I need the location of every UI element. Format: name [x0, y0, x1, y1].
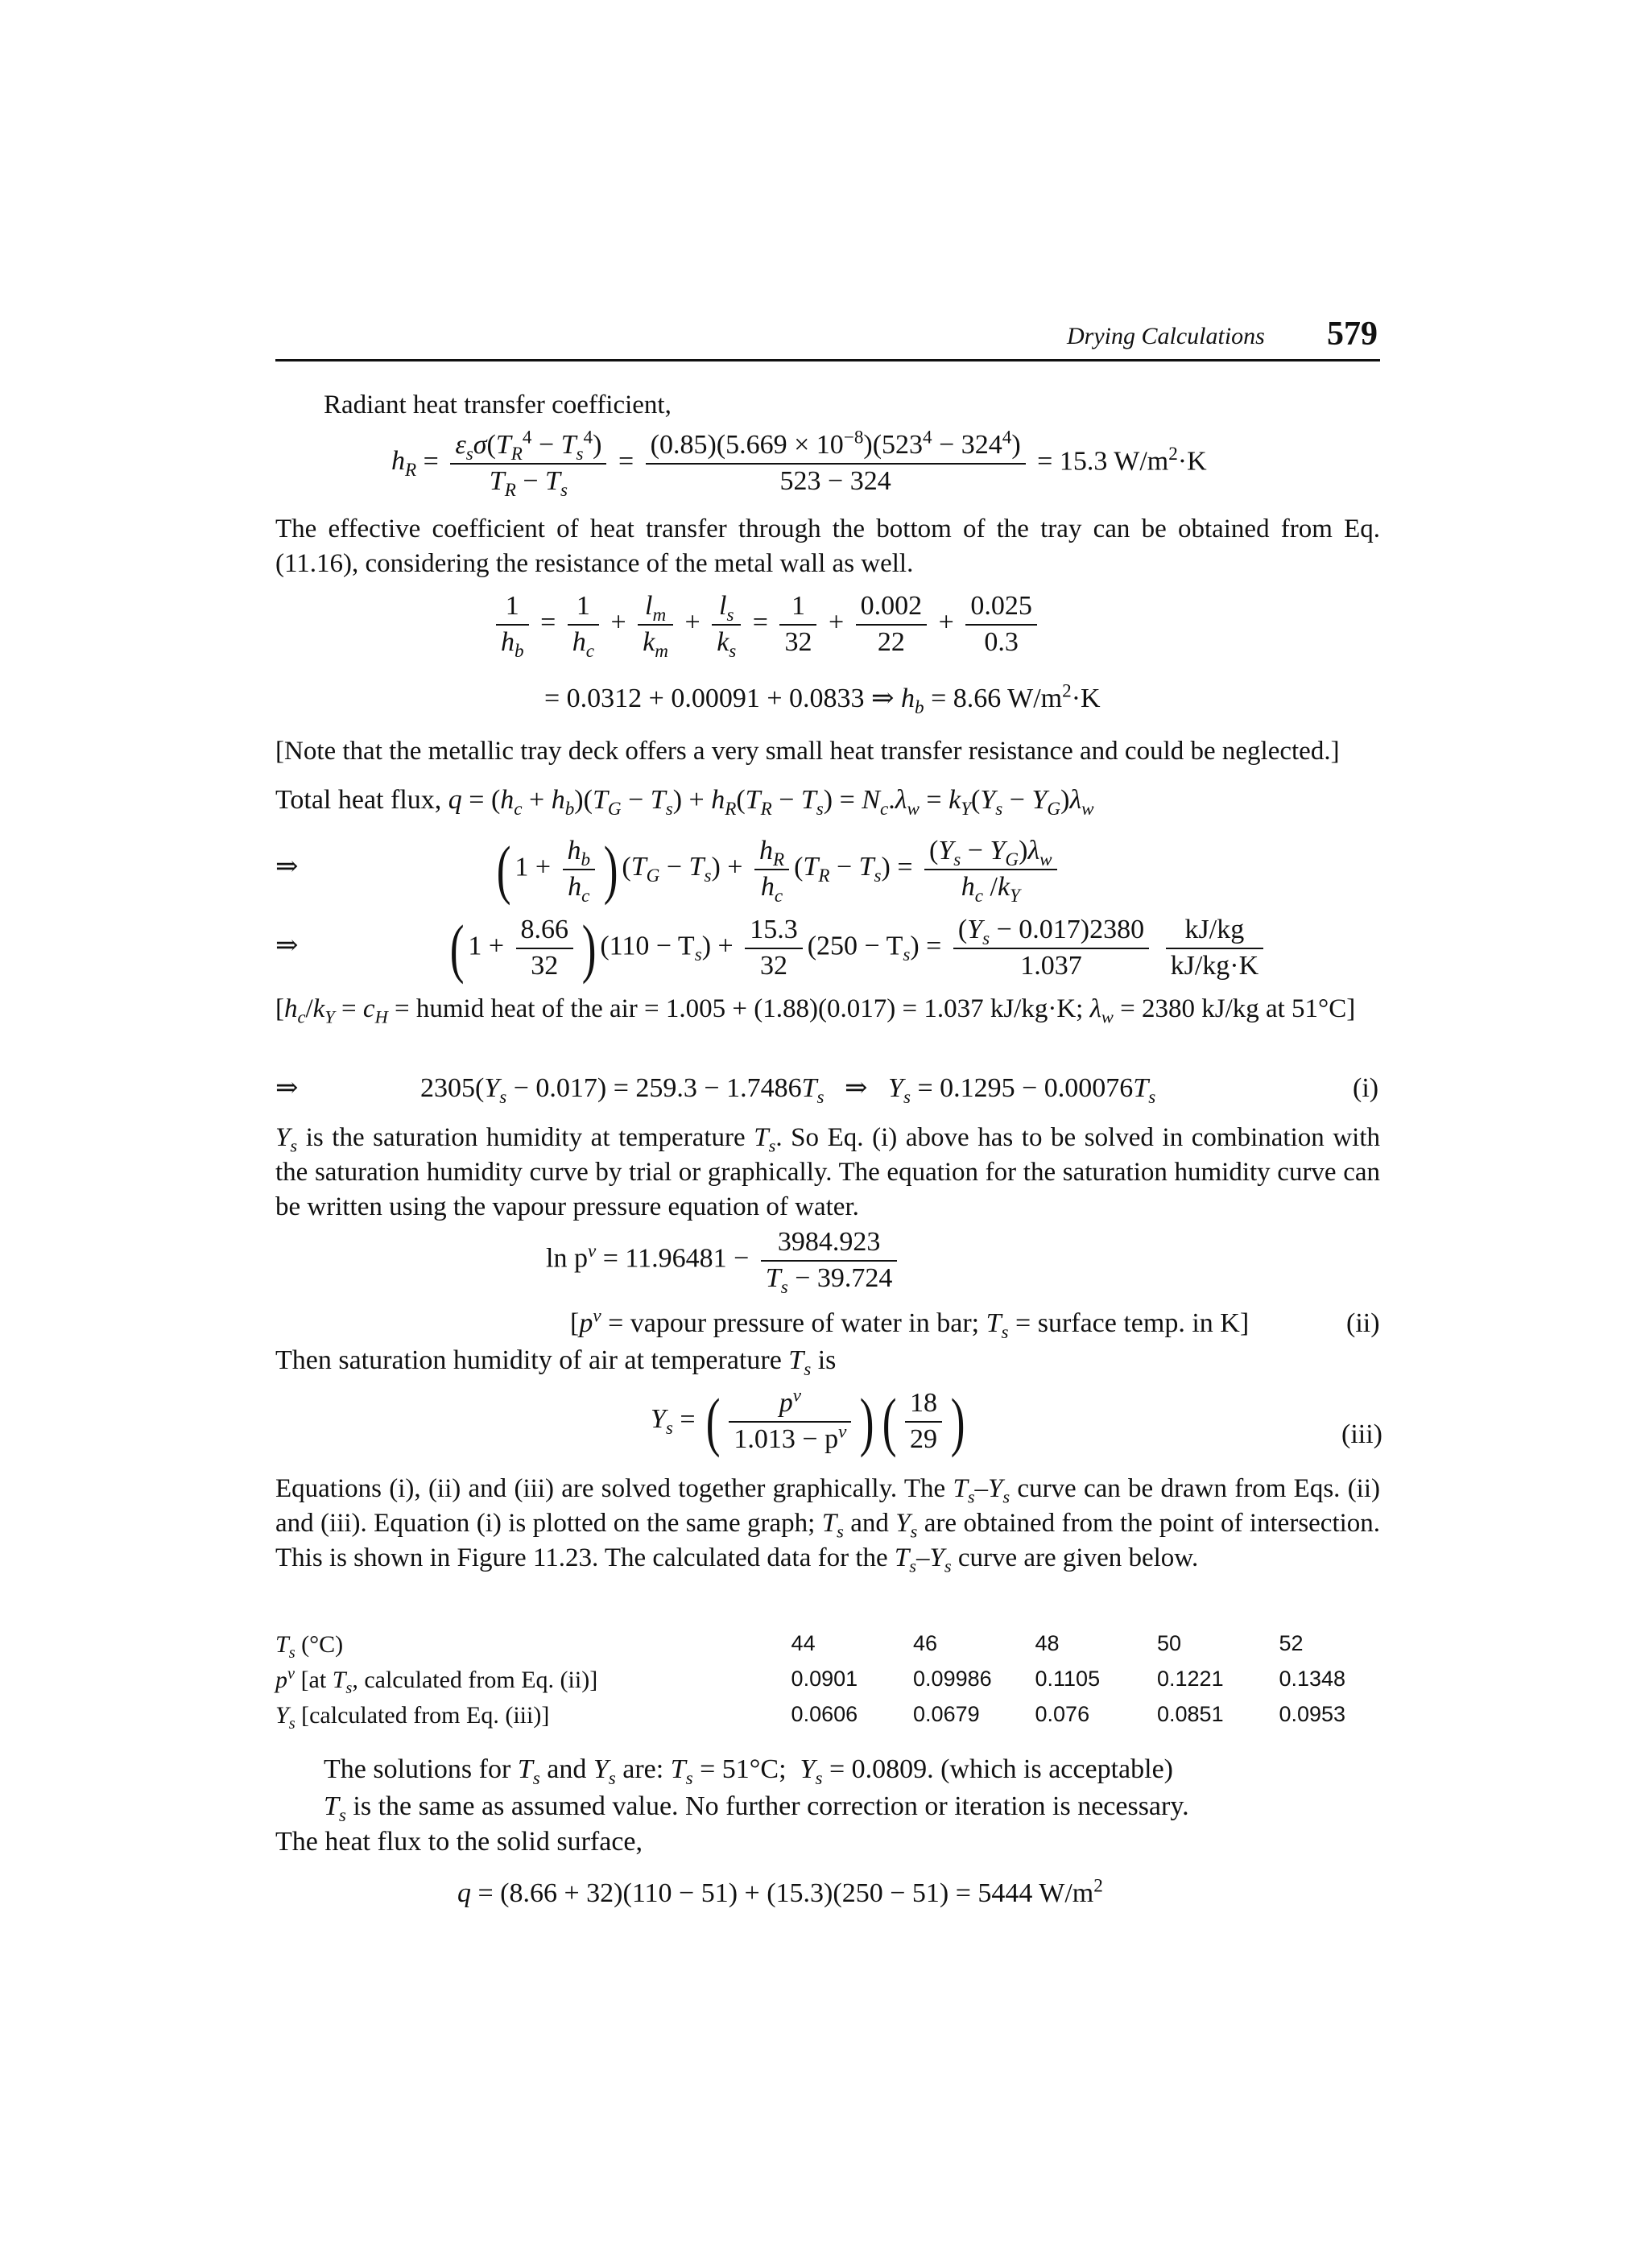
hr-rhs-num: (0.85)(5.669 × 10 [650, 430, 844, 460]
hb-n1: 0.002 [856, 589, 928, 626]
hb-d2: 0.3 [984, 626, 1019, 657]
hr-rhs-num-b: )(523 [863, 430, 924, 460]
table-cell: 48 [1035, 1631, 1060, 1656]
hr-exponent: −8 [843, 427, 864, 448]
table-cell: 46 [913, 1631, 938, 1656]
table-row [275, 1626, 1387, 1662]
effective-paragraph [275, 512, 1380, 581]
note-text: [Note that the metallic tray deck offers a very small heat transfer resistance and could be neglected.] [275, 737, 1340, 766]
eq-iii-tag: (iii) [1341, 1419, 1382, 1449]
table-cell: 0.0851 [1157, 1702, 1224, 1727]
eq3-1037: 1.037 [1020, 950, 1082, 981]
sat-para-b: . So Eq. (i) above has to be solved in combination with the saturation humidity curve by trial or graphically. The equation for the saturation humidity curve can be written using the vapour pressure equation of water. [275, 1123, 1381, 1221]
graph-para-e: curve are given below. [957, 1543, 1199, 1572]
hr-rhs-den: 523 − 324 [779, 465, 891, 496]
same-value-line: $T_s$ is the same as assumed value. No further correction or iteration is necessary. [324, 1791, 1189, 1826]
running-title: Drying Calculations [1067, 323, 1265, 349]
eq-ii-tag: (ii) [1346, 1308, 1380, 1338]
table-cell: 0.1105 [1035, 1667, 1101, 1692]
ln-den: − 39.724 [787, 1262, 893, 1293]
sat-para-a: is the saturation humidity at temperature [305, 1123, 746, 1152]
total-flux-label: Total heat flux, [275, 785, 442, 815]
table-row-label: $T_s$ (°C) [275, 1630, 344, 1662]
hr-rhs-num-c: − 324 [932, 430, 1002, 460]
eq3-kjkg: kJ/kg [1166, 913, 1264, 949]
table-cell: 0.09986 [913, 1667, 992, 1692]
page-number: 579 [1327, 316, 1378, 353]
humid-heat-paragraph: [$h_c/k_Y = c_H$ = humid heat of the air = 1.005 + (1.88)(0.017) = 1.037 kJ/kg·K; $\lambda_w = 2380$ kJ/kg at 51°C] [275, 994, 1356, 1027]
table-row [275, 1662, 1387, 1697]
humid-heat-text: = humid heat of the air = 1.005 + (1.88)(0.017) = 1.037 kJ/kg·K; [395, 994, 1084, 1023]
table-cell: 0.076 [1035, 1702, 1090, 1727]
eq-i-mid: − 0.017) = 259.3 − 1.7486 [506, 1073, 802, 1103]
eq3-kjkgk: kJ/kg·K [1170, 950, 1259, 981]
table-row-label: $Y_s$ [calculated from Eq. (iii)] [275, 1701, 550, 1733]
total-flux-line: Total heat flux, $q = (h_c + h_b)(T_G - T_s) + h_R(T_R - T_s) = N_c.\lambda_w = k_Y(Y_s - Y_G)\lambda_w$ [275, 785, 1094, 820]
ys-29: 29 [910, 1423, 937, 1454]
table-cell: 0.0901 [791, 1667, 858, 1692]
vp-note-a: = vapour pressure of water in bar; [608, 1308, 980, 1338]
table-cell: 50 [1157, 1631, 1182, 1656]
ys-den: 1.013 − p [734, 1423, 839, 1454]
graph-para-c: and [850, 1508, 889, 1538]
eq3-110: (110 − T [600, 931, 695, 961]
hr-result: = 15.3 W/m [1037, 446, 1169, 477]
header-rule [275, 359, 1380, 361]
hb-result-line: = 0.0312 + 0.00091 + 0.0833 ⇒ $h_b = 8.66$ $W/m^2\cdot K$ [544, 680, 1101, 718]
heat-flux-intro: The heat flux to the solid surface, [275, 1827, 643, 1857]
hb-n2: 0.025 [965, 589, 1037, 626]
table-cell: 0.0679 [913, 1702, 980, 1727]
vp-note-b: = surface temp. in K] [1015, 1308, 1250, 1338]
table-cell: 0.1221 [1157, 1667, 1224, 1692]
hr-equation: $h_R$ = $\frac{\varepsilon_s\sigma(T_R^4 - T_s^4)}{T_R - T_s}$ = $\frac{(0.85)(5.669 \times 10^{-8})(523^4 - 324^4)}{523 - 324}$ = 15.3 $W/m^2\cdot K$ [391, 427, 1207, 501]
hb-line2: = 0.0312 + 0.00091 + 0.0833 ⇒ [544, 684, 895, 713]
eq3-line: ⇒ ( 1 + $\frac{8.66}{32}$ ) $(110 - T_s)$ + $\frac{15.3}{32}$ $(250 - T_s)$ = $\frac{(Y_s - 0.017)2380}{1.037}$ $\frac{kJ/kg}{kJ/kg\cdot K}$ [275, 913, 1268, 983]
table-row-label: $p^v$ [at $T_s$, calculated from Eq. (ii)] [275, 1664, 598, 1697]
vapour-pressure-equation: $\ln p^v = 11.96481$ − $\frac{3984.923}{T_s - 39.724}$ [546, 1225, 902, 1295]
sol-e: = 0.0809. (which is acceptable) [829, 1754, 1173, 1784]
hb-equation: $\frac{1}{h_b}$ = $\frac{1}{h_c}$ + $\frac{l_m}{k_m}$ + $\frac{l_s}{k_s}$ = $\frac{1}{32}$ + $\frac{0.002}{22}$ + $\frac{0.025}{0.3}$ [491, 589, 1042, 659]
hb-32: 32 [784, 626, 812, 657]
solutions-line: The solutions for $T_s$ and $Y_s$ are: $T_s = 51^\circ C$; $Y_s = 0.0809$. (which is acceptable) [324, 1754, 1173, 1789]
sol-d: = 51°C; [700, 1754, 787, 1784]
table-cell: 52 [1279, 1631, 1304, 1656]
graph-para-d: are obtained from the point of intersection. This is shown in Figure 11.23. The calculated data for the [275, 1508, 1381, 1572]
graph-para-a: Equations (i), (ii) and (iii) are solved together graphically. The [275, 1474, 946, 1503]
ln-num: 3984.923 [761, 1225, 898, 1262]
vp-note: [$p^v$ = vapour pressure of water in bar; $T_s$ = surface temp. in K] [570, 1305, 1250, 1343]
graph-paragraph: Equations (i), (ii) and (iii) are solved together graphically. The $T_s-Y_s$ curve can be drawn from Eqs. (ii) and (iii). Equation (i) is plotted on the same graph; $T_s$ and $Y_s$ are obtained from the point of intersection. This is shown in Figure 11.23. The calculated data for the $T_s-Y_s$ curve are given below. [275, 1474, 1381, 1576]
same-value-text: is the same as assumed value. No further correction or iteration is necessary. [353, 1791, 1189, 1821]
effective-intro: The effective coefficient of heat transfer through the bottom of the tray can be obtained from Eq. (11.16), considering the resistance of the metal wall as well. [275, 514, 1380, 578]
sol-b: and [547, 1754, 587, 1784]
eq-i-lhs: 2305( [420, 1073, 485, 1103]
table-cell: 0.0953 [1279, 1702, 1346, 1727]
eq3-866: 8.66 [516, 913, 574, 949]
sol-c: are: [622, 1754, 664, 1784]
eq-i-tag: (i) [1353, 1073, 1379, 1103]
ln-const: = 11.96481 − [602, 1243, 750, 1274]
final-flux-equation: q = (8.66 + 32)(110 − 51) + (15.3)(250 − 51) = 5444 $W/m^2$ [457, 1875, 1103, 1908]
eq2-line: ⇒ ( 1 + $\frac{h_b}{h_c}$ ) $(T_G - T_s)$ + $\frac{h_R}{h_c}$ $(T_R - T_s)$ = $\frac{(Y_s - Y_G)\lambda_w}{h_c /k_Y}$ [275, 834, 1062, 904]
table-cell: 0.1348 [1279, 1667, 1346, 1692]
then-sat-text: Then saturation humidity of air at temperature [275, 1345, 782, 1375]
sol-a: The solutions for [324, 1754, 511, 1784]
eq3-250: (250 − T [807, 931, 903, 961]
then-saturation: Then saturation humidity of air at temperature $T_s$ is [275, 1345, 837, 1380]
humid-heat-end: = 2380 kJ/kg at 51°C] [1120, 994, 1356, 1023]
ys-equation: $Y_s$ = ( $\frac{p^v}{1.013 - p^v}$ ) ( $\frac{18}{29}$ ) [651, 1384, 965, 1458]
then-sat-is: is [817, 1345, 837, 1375]
note-paragraph [275, 734, 1380, 769]
hb-result: = 8.66 W/m [931, 684, 1063, 713]
eq-i-line: ⇒ $2305(Y_s - 0.017) = 259.3 - 1.7486T_s$ ⇒ $Y_s = 0.1295 - 0.00076T_s$ [275, 1073, 1156, 1108]
radiant-intro: Radiant heat transfer coefficient, [324, 390, 672, 419]
saturation-table [275, 1626, 1387, 1733]
final-flux: = (8.66 + 32)(110 − 51) + (15.3)(250 − 51) = 5444 W/m [477, 1878, 1094, 1908]
table-cell: 0.0606 [791, 1702, 858, 1727]
graph-para-b: curve can be drawn from Eqs. (ii) and (iii). Equation (i) is plotted on the same graph; [275, 1474, 1381, 1538]
table-cell: 44 [791, 1631, 816, 1656]
eq3-153: 15.3 [745, 913, 803, 949]
ys-18: 18 [905, 1386, 942, 1423]
eq-i-rhs: = 0.1295 − 0.00076 [917, 1073, 1134, 1103]
eq3-ys: − 0.017)2380 [990, 915, 1145, 944]
hb-d1: 22 [877, 626, 905, 657]
ln-lhs: ln p [546, 1243, 588, 1274]
saturation-paragraph: $Y_s$ is the saturation humidity at temperature $T_s$. So Eq. (i) above has to be solved in combination with the saturation humidity curve by trial or graphically. The equation for the saturation humidity curve can be written using the vapour pressure equation of water. [275, 1123, 1381, 1221]
table-row [275, 1697, 1387, 1733]
